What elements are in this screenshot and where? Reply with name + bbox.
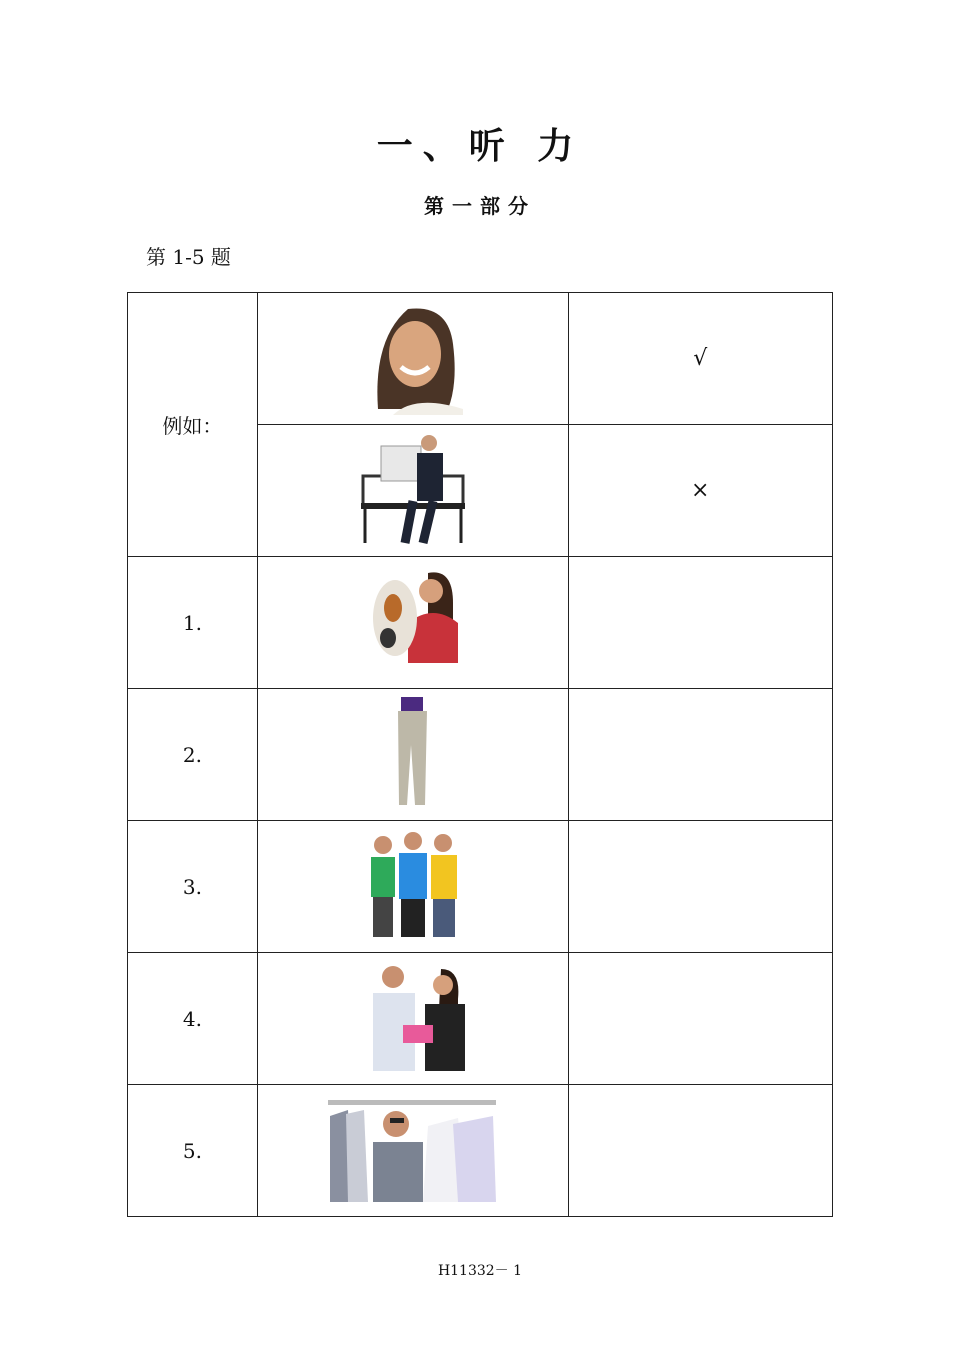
example-image-cell <box>257 293 568 425</box>
question-number: 1. <box>128 557 258 689</box>
answer-cell[interactable] <box>568 1085 833 1217</box>
question-range: 第 1-5 题 <box>146 245 231 269</box>
question-row <box>128 821 833 953</box>
question-image-cell <box>257 953 568 1085</box>
example-label: 例如： <box>128 293 258 557</box>
question-image-cell <box>257 1085 568 1217</box>
man-on-bench-image <box>353 431 473 547</box>
woman-kissing-cat-image <box>353 563 473 679</box>
question-image-cell <box>257 821 568 953</box>
example-answer-cross: × <box>568 425 833 557</box>
answer-cell[interactable] <box>568 953 833 1085</box>
question-row <box>128 689 833 821</box>
answer-cell[interactable] <box>568 821 833 953</box>
question-number: 2. <box>128 689 258 821</box>
example-image-cell <box>257 425 568 557</box>
question-number: 3. <box>128 821 258 953</box>
answer-cell[interactable] <box>568 557 833 689</box>
question-number: 5. <box>128 1085 258 1217</box>
answer-cell[interactable] <box>568 689 833 821</box>
example-answer-check: √ <box>568 293 833 425</box>
gift-giving-image <box>353 959 473 1075</box>
three-students-image <box>353 827 473 943</box>
page-footer: H11332－ 1 <box>437 1263 523 1279</box>
question-image-cell <box>257 557 568 689</box>
question-row <box>128 557 833 689</box>
question-table <box>127 292 833 1217</box>
shirt-rack-image <box>328 1096 498 1202</box>
part-title: 第一部分 <box>424 194 536 218</box>
example-row <box>128 293 833 425</box>
question-row <box>128 953 833 1085</box>
loose-trousers-image <box>353 695 473 811</box>
smiling-woman-image <box>353 299 473 415</box>
question-image-cell <box>257 689 568 821</box>
question-row <box>128 1085 833 1217</box>
section-title: 一、听 力 <box>376 126 584 167</box>
question-number: 4. <box>128 953 258 1085</box>
